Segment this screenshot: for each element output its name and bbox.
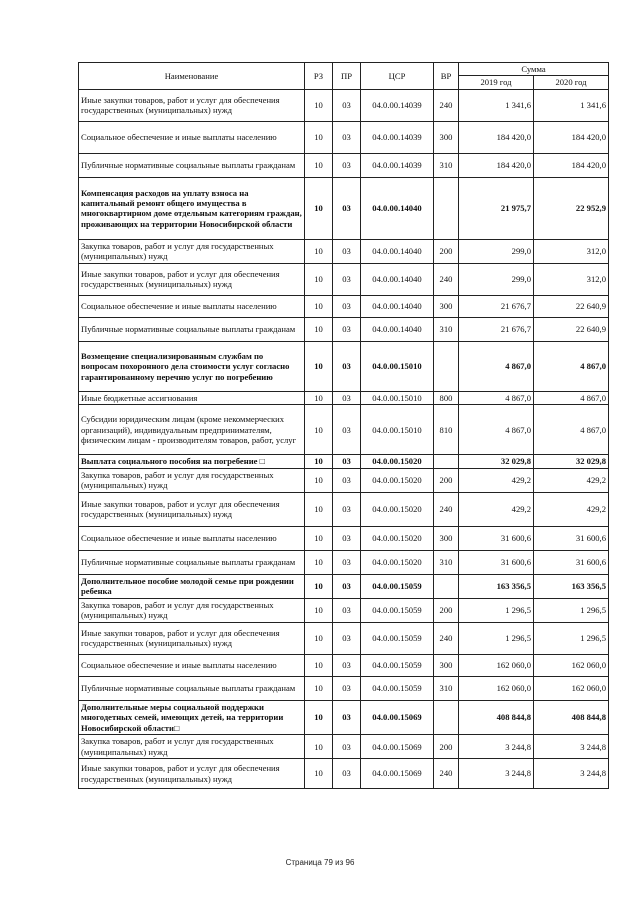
table-row <box>79 654 609 676</box>
cell-pr: 03 <box>333 317 361 341</box>
cell-sum-2020: 1 296,5 <box>534 622 609 654</box>
cell-csr: 04.0.00.14039 <box>361 153 434 177</box>
cell-sum-2020: 22 640,9 <box>534 317 609 341</box>
cell-pr: 03 <box>333 295 361 317</box>
cell-rz: 10 <box>305 263 333 295</box>
cell-pr: 03 <box>333 468 361 492</box>
table-row <box>79 598 609 622</box>
table-row <box>79 526 609 550</box>
cell-sum-2020: 429,2 <box>534 468 609 492</box>
cell-rz: 10 <box>305 153 333 177</box>
cell-name: Закупка товаров, работ и услуг для государственных (муниципальных) нужд <box>79 735 305 759</box>
cell-csr: 04.0.00.15059 <box>361 574 434 598</box>
table-row <box>79 405 609 455</box>
cell-vr: 310 <box>434 676 459 700</box>
table-row <box>79 317 609 341</box>
cell-pr: 03 <box>333 676 361 700</box>
budget-table <box>78 62 609 789</box>
cell-sum-2020: 22 640,9 <box>534 295 609 317</box>
cell-rz: 10 <box>305 468 333 492</box>
cell-pr: 03 <box>333 526 361 550</box>
table-row-section <box>79 455 609 468</box>
cell-sum-2019: 429,2 <box>459 468 534 492</box>
cell-sum-2019: 1 296,5 <box>459 598 534 622</box>
cell-name: Возмещение специализированным службам по вопросам похоронного дела стоимости услуг согласно гарантированному перечню услуг по погребению <box>79 341 305 391</box>
cell-sum-2020: 3 244,8 <box>534 735 609 759</box>
cell-pr: 03 <box>333 622 361 654</box>
header-year-2020: 2020 год <box>534 76 609 89</box>
cell-sum-2019: 429,2 <box>459 492 534 526</box>
cell-vr: 200 <box>434 239 459 263</box>
cell-vr <box>434 700 459 734</box>
cell-sum-2020: 162 060,0 <box>534 654 609 676</box>
cell-csr: 04.0.00.15020 <box>361 468 434 492</box>
cell-name: Дополнительные меры социальной поддержки многодетных семей, имеющих детей, на территории Новосибирской области□ <box>79 700 305 734</box>
cell-rz: 10 <box>305 121 333 153</box>
cell-sum-2020: 22 952,9 <box>534 177 609 239</box>
table-row <box>79 391 609 404</box>
cell-name: Закупка товаров, работ и услуг для государственных (муниципальных) нужд <box>79 468 305 492</box>
cell-sum-2020: 31 600,6 <box>534 550 609 574</box>
cell-rz: 10 <box>305 341 333 391</box>
cell-sum-2019: 31 600,6 <box>459 550 534 574</box>
cell-rz: 10 <box>305 622 333 654</box>
cell-vr: 240 <box>434 759 459 789</box>
table-row <box>79 153 609 177</box>
cell-sum-2019: 21 975,7 <box>459 177 534 239</box>
header-year-2019: 2019 год <box>459 76 534 89</box>
cell-sum-2019: 1 341,6 <box>459 89 534 121</box>
cell-csr: 04.0.00.14039 <box>361 89 434 121</box>
cell-csr: 04.0.00.15020 <box>361 455 434 468</box>
table-row <box>79 622 609 654</box>
cell-vr: 300 <box>434 654 459 676</box>
cell-name: Публичные нормативные социальные выплаты гражданам <box>79 317 305 341</box>
cell-name: Закупка товаров, работ и услуг для государственных (муниципальных) нужд <box>79 239 305 263</box>
cell-sum-2020: 408 844,8 <box>534 700 609 734</box>
table-row <box>79 676 609 700</box>
cell-pr: 03 <box>333 263 361 295</box>
cell-vr <box>434 455 459 468</box>
cell-csr: 04.0.00.15059 <box>361 654 434 676</box>
cell-pr: 03 <box>333 759 361 789</box>
cell-rz: 10 <box>305 574 333 598</box>
cell-vr: 200 <box>434 468 459 492</box>
cell-vr: 240 <box>434 622 459 654</box>
cell-sum-2019: 162 060,0 <box>459 676 534 700</box>
cell-name: Социальное обеспечение и иные выплаты населению <box>79 121 305 153</box>
cell-pr: 03 <box>333 455 361 468</box>
table-row-section <box>79 177 609 239</box>
cell-rz: 10 <box>305 759 333 789</box>
cell-rz: 10 <box>305 295 333 317</box>
cell-rz: 10 <box>305 317 333 341</box>
cell-pr: 03 <box>333 121 361 153</box>
cell-vr: 240 <box>434 263 459 295</box>
header-sum: Сумма <box>459 63 609 76</box>
table-row <box>79 735 609 759</box>
cell-name: Дополнительное пособие молодой семье при рождении ребенка <box>79 574 305 598</box>
cell-rz: 10 <box>305 177 333 239</box>
cell-vr: 800 <box>434 391 459 404</box>
cell-vr: 240 <box>434 89 459 121</box>
cell-csr: 04.0.00.14040 <box>361 263 434 295</box>
cell-sum-2020: 163 356,5 <box>534 574 609 598</box>
cell-rz: 10 <box>305 455 333 468</box>
header-name: Наименование <box>79 63 305 90</box>
cell-pr: 03 <box>333 405 361 455</box>
cell-rz: 10 <box>305 89 333 121</box>
cell-sum-2019: 299,0 <box>459 263 534 295</box>
cell-sum-2020: 1 296,5 <box>534 598 609 622</box>
cell-csr: 04.0.00.14039 <box>361 121 434 153</box>
cell-sum-2019: 1 296,5 <box>459 622 534 654</box>
cell-name: Публичные нормативные социальные выплаты гражданам <box>79 153 305 177</box>
table-row-section <box>79 574 609 598</box>
cell-csr: 04.0.00.15020 <box>361 550 434 574</box>
cell-sum-2020: 3 244,8 <box>534 759 609 789</box>
table-row <box>79 550 609 574</box>
cell-pr: 03 <box>333 391 361 404</box>
cell-csr: 04.0.00.15059 <box>361 622 434 654</box>
cell-rz: 10 <box>305 654 333 676</box>
cell-pr: 03 <box>333 341 361 391</box>
cell-rz: 10 <box>305 598 333 622</box>
cell-pr: 03 <box>333 735 361 759</box>
cell-csr: 04.0.00.15010 <box>361 405 434 455</box>
cell-vr: 300 <box>434 526 459 550</box>
cell-name: Выплата социального пособия на погребение □ <box>79 455 305 468</box>
cell-pr: 03 <box>333 574 361 598</box>
cell-sum-2019: 32 029,8 <box>459 455 534 468</box>
cell-sum-2019: 162 060,0 <box>459 654 534 676</box>
cell-pr: 03 <box>333 654 361 676</box>
cell-name: Иные закупки товаров, работ и услуг для обеспечения государственных (муниципальных) нужд <box>79 89 305 121</box>
cell-vr: 310 <box>434 550 459 574</box>
cell-sum-2020: 184 420,0 <box>534 121 609 153</box>
cell-csr: 04.0.00.14040 <box>361 239 434 263</box>
cell-name: Субсидии юридическим лицам (кроме некоммерческих организаций), индивидуальным предпринимателям, физическим лицам - производителям товаров, работ, услуг <box>79 405 305 455</box>
cell-sum-2019: 163 356,5 <box>459 574 534 598</box>
cell-rz: 10 <box>305 700 333 734</box>
cell-vr <box>434 177 459 239</box>
table-row <box>79 295 609 317</box>
cell-sum-2020: 4 867,0 <box>534 391 609 404</box>
cell-vr: 300 <box>434 295 459 317</box>
cell-sum-2019: 31 600,6 <box>459 526 534 550</box>
cell-csr: 04.0.00.14040 <box>361 317 434 341</box>
table-row-section <box>79 700 609 734</box>
table-row <box>79 89 609 121</box>
cell-sum-2020: 312,0 <box>534 263 609 295</box>
cell-vr <box>434 574 459 598</box>
cell-name: Социальное обеспечение и иные выплаты населению <box>79 654 305 676</box>
table-row <box>79 468 609 492</box>
cell-csr: 04.0.00.15059 <box>361 676 434 700</box>
cell-vr: 240 <box>434 492 459 526</box>
cell-sum-2019: 184 420,0 <box>459 121 534 153</box>
cell-sum-2019: 4 867,0 <box>459 341 534 391</box>
cell-name: Компенсация расходов на уплату взноса на капитальный ремонт общего имущества в многоквартирном доме отдельным категориям граждан, проживающих на территории Новосибирской области <box>79 177 305 239</box>
cell-name: Публичные нормативные социальные выплаты гражданам <box>79 676 305 700</box>
cell-sum-2019: 299,0 <box>459 239 534 263</box>
cell-vr: 200 <box>434 735 459 759</box>
cell-name: Иные бюджетные ассигнования <box>79 391 305 404</box>
cell-pr: 03 <box>333 700 361 734</box>
cell-sum-2019: 4 867,0 <box>459 405 534 455</box>
header-csr: ЦСР <box>361 63 434 90</box>
cell-rz: 10 <box>305 239 333 263</box>
cell-pr: 03 <box>333 550 361 574</box>
cell-sum-2020: 429,2 <box>534 492 609 526</box>
cell-sum-2020: 312,0 <box>534 239 609 263</box>
cell-sum-2019: 3 244,8 <box>459 759 534 789</box>
table-row <box>79 759 609 789</box>
cell-csr: 04.0.00.14040 <box>361 177 434 239</box>
cell-csr: 04.0.00.15020 <box>361 492 434 526</box>
cell-sum-2019: 21 676,7 <box>459 295 534 317</box>
cell-csr: 04.0.00.15059 <box>361 598 434 622</box>
cell-rz: 10 <box>305 550 333 574</box>
cell-pr: 03 <box>333 598 361 622</box>
cell-sum-2019: 3 244,8 <box>459 735 534 759</box>
cell-sum-2020: 31 600,6 <box>534 526 609 550</box>
cell-sum-2019: 4 867,0 <box>459 391 534 404</box>
table-row <box>79 492 609 526</box>
header-vr: ВР <box>434 63 459 90</box>
cell-name: Иные закупки товаров, работ и услуг для обеспечения государственных (муниципальных) нужд <box>79 622 305 654</box>
cell-csr: 04.0.00.15069 <box>361 700 434 734</box>
header-pr: ПР <box>333 63 361 90</box>
table-row-section <box>79 341 609 391</box>
cell-name: Публичные нормативные социальные выплаты гражданам <box>79 550 305 574</box>
cell-csr: 04.0.00.15069 <box>361 759 434 789</box>
cell-rz: 10 <box>305 405 333 455</box>
cell-vr: 310 <box>434 153 459 177</box>
cell-rz: 10 <box>305 735 333 759</box>
table-row <box>79 239 609 263</box>
cell-name: Иные закупки товаров, работ и услуг для обеспечения государственных (муниципальных) нужд <box>79 492 305 526</box>
table-header-row <box>79 63 609 76</box>
cell-csr: 04.0.00.15010 <box>361 341 434 391</box>
cell-sum-2020: 4 867,0 <box>534 405 609 455</box>
cell-sum-2019: 184 420,0 <box>459 153 534 177</box>
cell-rz: 10 <box>305 526 333 550</box>
cell-vr <box>434 341 459 391</box>
cell-pr: 03 <box>333 153 361 177</box>
header-rz: РЗ <box>305 63 333 90</box>
cell-vr: 810 <box>434 405 459 455</box>
cell-sum-2020: 184 420,0 <box>534 153 609 177</box>
cell-pr: 03 <box>333 492 361 526</box>
cell-pr: 03 <box>333 177 361 239</box>
cell-name: Иные закупки товаров, работ и услуг для обеспечения государственных (муниципальных) нужд <box>79 759 305 789</box>
cell-csr: 04.0.00.14040 <box>361 295 434 317</box>
cell-rz: 10 <box>305 492 333 526</box>
table-row <box>79 263 609 295</box>
cell-pr: 03 <box>333 89 361 121</box>
cell-vr: 200 <box>434 598 459 622</box>
cell-vr: 300 <box>434 121 459 153</box>
cell-sum-2020: 1 341,6 <box>534 89 609 121</box>
cell-pr: 03 <box>333 239 361 263</box>
cell-name: Социальное обеспечение и иные выплаты населению <box>79 526 305 550</box>
page-number: Страница 79 из 96 <box>285 858 355 867</box>
table-row <box>79 121 609 153</box>
cell-sum-2020: 162 060,0 <box>534 676 609 700</box>
cell-vr: 310 <box>434 317 459 341</box>
cell-name: Социальное обеспечение и иные выплаты населению <box>79 295 305 317</box>
cell-name: Закупка товаров, работ и услуг для государственных (муниципальных) нужд <box>79 598 305 622</box>
cell-name: Иные закупки товаров, работ и услуг для обеспечения государственных (муниципальных) нужд <box>79 263 305 295</box>
cell-csr: 04.0.00.15069 <box>361 735 434 759</box>
cell-rz: 10 <box>305 676 333 700</box>
cell-csr: 04.0.00.15010 <box>361 391 434 404</box>
cell-sum-2019: 408 844,8 <box>459 700 534 734</box>
cell-sum-2020: 32 029,8 <box>534 455 609 468</box>
cell-sum-2020: 4 867,0 <box>534 341 609 391</box>
cell-sum-2019: 21 676,7 <box>459 317 534 341</box>
cell-rz: 10 <box>305 391 333 404</box>
cell-csr: 04.0.00.15020 <box>361 526 434 550</box>
